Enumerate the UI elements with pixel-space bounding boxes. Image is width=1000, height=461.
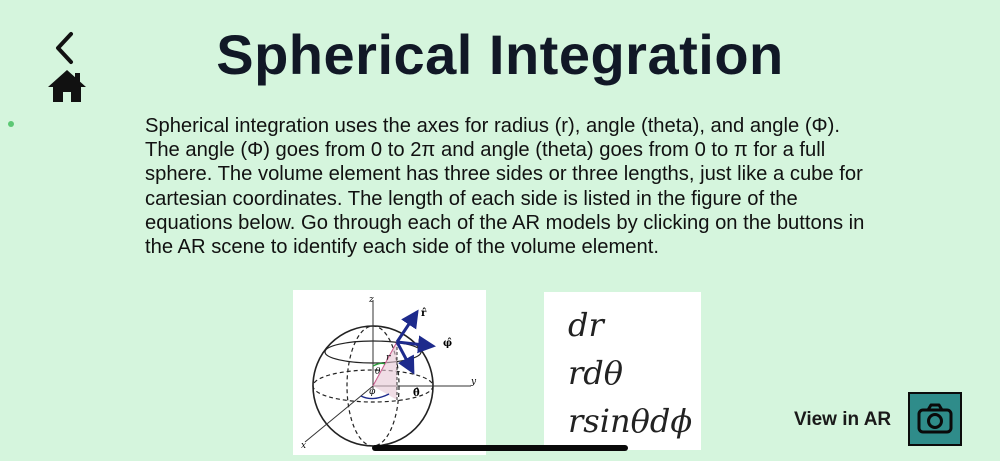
y-axis-label: y: [471, 377, 477, 387]
camera-icon: [910, 394, 960, 444]
view-in-ar-label[interactable]: View in AR: [794, 409, 892, 430]
equations-figure: [544, 292, 701, 450]
equation-dr: dr: [568, 306, 604, 344]
indicator-dot: [8, 121, 14, 127]
phi-label: φ: [369, 387, 376, 397]
theta-label: θ: [375, 367, 381, 377]
spherical-figure: [293, 290, 486, 455]
home-indicator[interactable]: [372, 445, 628, 451]
description-text: Spherical integration uses the axes for radius (r), angle (theta), and angle (Φ). The angle (Φ) goes from 0 to 2π and angle (theta) goes from 0 to π for a full sphere. The volume element has three sides or three lengths, just like a cube for cartesian coordinates. The length of each side is listed in the figure of the equations below. Go through each of the AR models by clicking on the buttons in the AR scene to identify each side of the volume element.: [145, 115, 865, 259]
page-title: Spherical Integration: [216, 23, 784, 86]
theta-hat-label: θ̂: [413, 388, 420, 399]
x-axis-label: x: [301, 441, 307, 451]
phi-hat-label: φ̂: [443, 338, 453, 349]
r-label: r: [386, 353, 391, 363]
equation-rsinthetadphi: rsinθdϕ: [568, 402, 693, 440]
view-in-ar-button[interactable]: [908, 392, 962, 446]
r-hat-label: r̂: [421, 308, 427, 319]
z-axis-label: z: [369, 295, 374, 305]
equation-rdtheta: rdθ: [568, 354, 624, 392]
